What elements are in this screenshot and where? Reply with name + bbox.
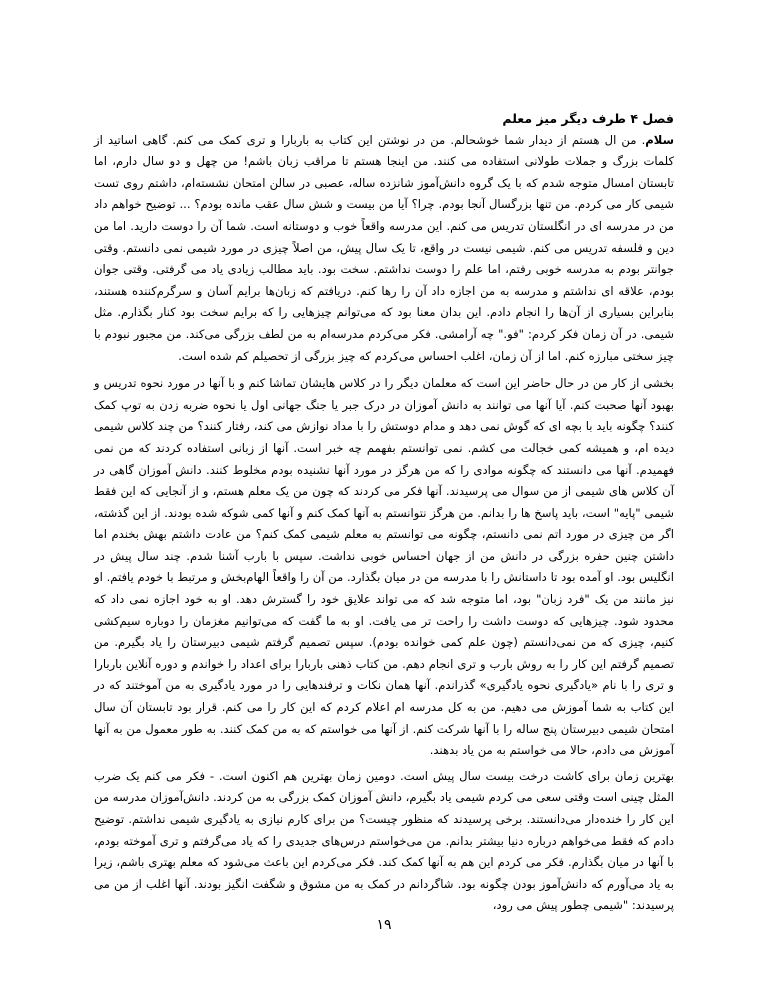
paragraph-1 <box>94 130 674 368</box>
page-number: ۱۹ <box>376 917 392 933</box>
paragraph-3: بهترین زمان برای کاشت درخت بیست سال پیش است. دومین زمان بهترین هم اکنون است. - فکر می کنم یک ضرب المثل چینی است وقتی سعی می کردم شیمی یاد بگیرم، دانش آموزان کمک بزرگی به من کردند. دانش‌آموزان مدرسه من این کار را خنده‌دار می‌دانستند. برخی پرسیدند که منظور چیست؟ من برای کارم نیازی به یادگیری شیمی نداشتم. توضیح دادم که فقط می‌خواهم درباره دنیا بیشتر بدانم. من می‌خواستم درس‌های جدیدی را که یاد می‌گرفتم و تری آموخته بودم، با آنها در میان بگذارم. فکر می کردم این هم به آنها کمک کند. فکر می‌کردم این باعث می‌شود که معلم بهتری باشم، زیرا به یاد می‌آورم که دانش‌آموز بودن چگونه بود. شاگردانم در کمک به من مشوق و شگفت انگیز بودند. آنها اغلب از من می پرسیدند: "شیمی چطور پیش می رود، <box>94 768 674 913</box>
paragraph-1-text: . من ال هستم از دیدار شما خوشحالم. من در نوشتن این کتاب به باربارا و تری کمک می کنم. گاهی اساتید از کلمات بزرگ و جملات طولانی استفاده می کنند. من اینجا هستم تا مراقب زبان باشم! من چهل و دو سال دارم، اما تابستان امسال متوجه شدم که با یک گروه دانش‌آموز شانزده ساله، عصبی در سالن امتحان نشسته‌ام، داشتم روی تست شیمی کار می کردم. من تنها بزرگسال آنجا بودم. چرا؟ آیا من بیست و شش سال عقب مانده بودم؟ ... توضیح خواهم داد من در مدرسه ای در انگلستان تدریس می کنم. این مدرسه واقعاً خوب و دوستانه است. شما آن را دوست دارید. اما من دین و فلسفه تدریس می کنم. شیمی نیست در واقع، تا یک سال پیش، من اصلاً چیزی در مورد شیمی نمی دانستم. وقتی جوانتر بودم به مدرسه خوبی رفتم، اما علم را دوست نداشتم. سخت بود. باید مطالب زیادی یاد می گرفتی. وقتی جوان بودم، علاقه ای نداشتم و مدرسه به من اجازه داد آن را رها کنم. دریافتم که زبان‌ها برایم آسان و سرگرم‌کننده هستند، بنابراین بسیاری از آن‌ها را انجام دادم. این بدان معنا بود که می‌توانم چیزهایی را که برایم سخت بود کنار بگذارم. مثل شیمی. در آن زمان فکر کردم: "فو." چه آرامشی. فکر می‌کردم مدرسه‌ام به من لطف بزرگی می‌کند. من مجبور نبودم با چیز سختی مبارزه کنم. اما از آن زمان، اغلب احساس می‌کردم که چیز بزرگی از تحصیلم کم شده است. <box>94 132 674 363</box>
body-text <box>94 108 674 921</box>
salutation: سلام <box>645 132 674 147</box>
chapter-title: فصل ۴ طرف دیگر میز معلم <box>502 111 674 126</box>
paragraph-2: بخشی از کار من در حال حاضر این است که معلمان دیگر را در کلاس هایشان تماشا کنم و با آنها در مورد نحوه تدریس و بهبود آنها صحبت کنم. آیا آنها می توانند به دانش آموزان در درک جبر یا جنگ جهانی اول یا نحوه ضربه زدن به توپ کمک کنند؟ چگونه باید با بچه ای که گوش نمی دهد و مدام دوستش را با مداد نوازش می کند، رفتار کنند؟ من چند کلاس شیمی دیده ام، و همیشه کمی خجالت می کشم. نمی توانستم بفهمم چه خبر است. آنها از زبانی استفاده کردند که من نمی فهمیدم. آنها می دانستند که چگونه موادی را که من هرگز در مورد آنها نشنیده بودم مخلوط کنند. دانش آموزان گاهی در آن کلاس های شیمی از من سوال می پرسیدند. آنها فکر می کردند که چون من یک معلم هستم، و از آنجایی که این فقط شیمی "پایه" است، باید پاسخ ها را بدانم. من هرگز نتوانستم به آنها کمک کنم و آنها کمی شوکه شده بودند. از این گذشته، اگر من چیزی در مورد اتم نمی دانستم، چگونه می توانستم به معلم شیمی کمک کنم؟ من عادت داشتم بهش بخندم اما داشتن چنین حفره بزرگی در دانش من از جهان احساس خوبی نداشت. سپس با بارب آشنا شدم. چند سال پیش در انگلیس بود. او آمده بود تا داستانش را با مدرسه من در میان بگذارد. من آن را واقعاً الهام‌بخش و مرتبط با خودم یافتم. او نیز مانند من یک "فرد زبان" بود، اما متوجه شد که می تواند علایق خود را گسترش دهد. او به خود اجازه نمی داد که محدود شود. چیزهایی که دوست داشت را راحت تر می یافت. او به ما گفت که می‌توانیم مغزمان را دوباره سیم‌کشی کنیم، چیزی که من نمی‌دانستم (چون علم کمی خوانده بودم). سپس تصمیم گرفتم شیمی دبیرستان را یاد بگیرم. من تصمیم گرفتم این کار را به روش بارب و تری انجام دهم. من کتاب ذهنی باربارا برای اعداد را خواندم و دوره آنلاین باربارا و تری را با نام «یادگیری نحوه یادگیری» گذراندم. آنها همان نکات و ترفندهایی را در مورد یادگیری به من آموختند که در این کتاب به شما آموزش می دهیم. من به کل مدرسه ام اعلام کردم که این کار را می کنم. قرار بود تابستان آن سال امتحان شیمی دبیرستان پنج ساله را با آنها شرکت کنم. از آنها می خواستم که به من کمک کنند. به طور معمول من به آنها آموزش می دادم، حالا می خواستم به من یاد بدهند. <box>94 376 674 758</box>
